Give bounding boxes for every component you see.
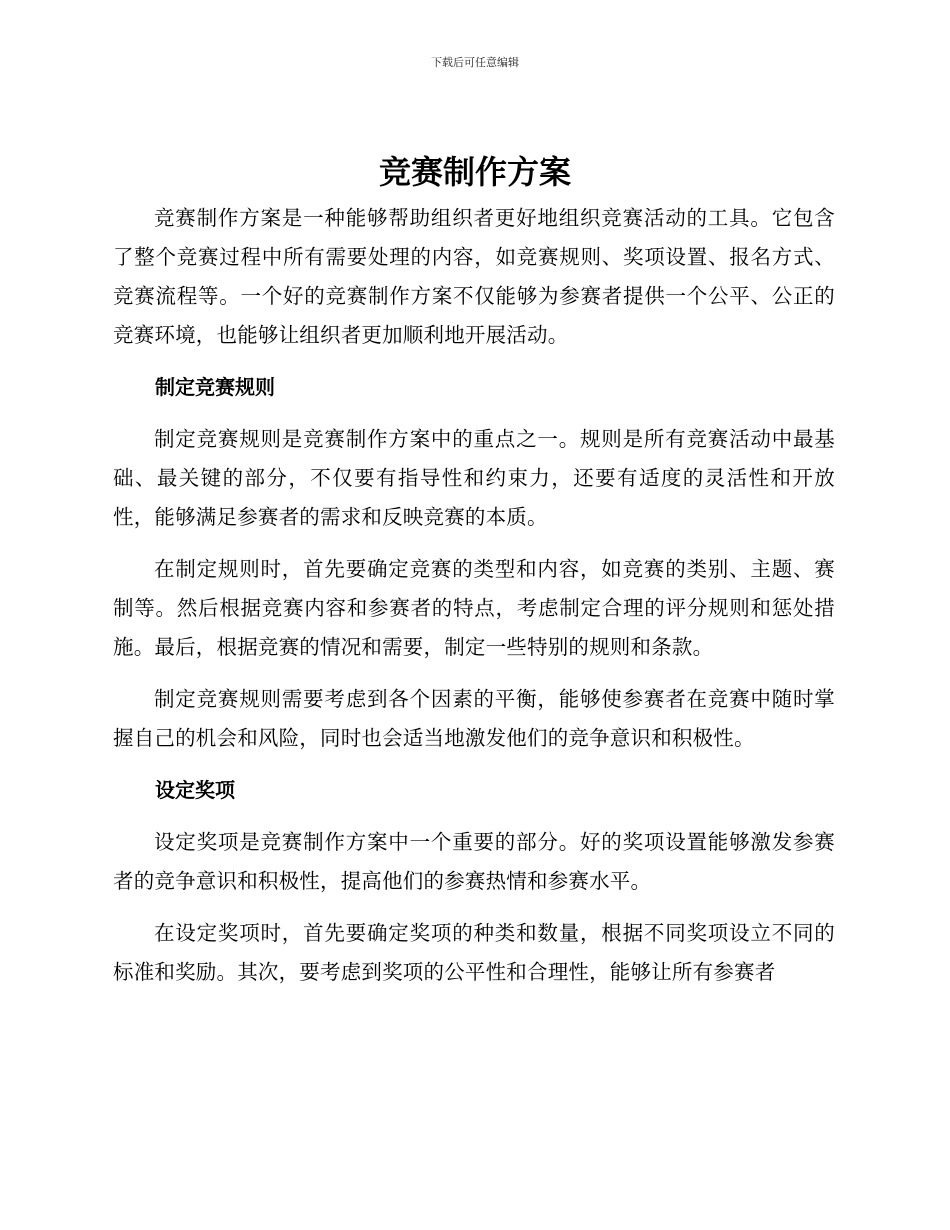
section-heading-awards: 设定奖项 bbox=[155, 778, 235, 802]
awards-paragraph-2: 在设定奖项时，首先要确定奖项的种类和数量，根据不同奖项设立不同的标准和奖励。其次，要考虑到奖项的公平性和合理性，能够让所有参赛者 bbox=[113, 921, 835, 984]
rules-paragraph-2: 在制定规则时，首先要确定竞赛的类型和内容，如竞赛的类别、主题、赛制等。然后根据竞赛内容和参赛者的特点，考虑制定合理的评分规则和惩处措施。最后，根据竞赛的情况和需要，制定一些特别的规则和条款。 bbox=[113, 557, 835, 659]
rules-paragraph-1: 制定竞赛规则是竞赛制作方案中的重点之一。规则是所有竞赛活动中最基础、最关键的部分，不仅要有指导性和约束力，还要有适度的灵活性和开放性，能够满足参赛者的需求和反映竞赛的本质。 bbox=[113, 427, 835, 529]
section-heading-rules: 制定竞赛规则 bbox=[155, 375, 275, 399]
header-note: 下载后可任意编辑 bbox=[431, 56, 519, 69]
document-title: 竞赛制作方案 bbox=[378, 153, 571, 191]
awards-paragraph-1: 设定奖项是竞赛制作方案中一个重要的部分。好的奖项设置能够激发参赛者的竞争意识和积极性，提高他们的参赛热情和参赛水平。 bbox=[113, 830, 835, 893]
rules-paragraph-3: 制定竞赛规则需要考虑到各个因素的平衡，能够使参赛者在竞赛中随时掌握自己的机会和风险，同时也会适当地激发他们的竞争意识和积极性。 bbox=[113, 687, 835, 750]
intro-paragraph: 竞赛制作方案是一种能够帮助组织者更好地组织竞赛活动的工具。它包含了整个竞赛过程中所有需要处理的内容，如竞赛规则、奖项设置、报名方式、竞赛流程等。一个好的竞赛制作方案不仅能够为参赛者提供一个公平、公正的竞赛环境，也能够让组织者更加顺利地开展活动。 bbox=[113, 206, 835, 347]
document-body bbox=[113, 199, 835, 1005]
